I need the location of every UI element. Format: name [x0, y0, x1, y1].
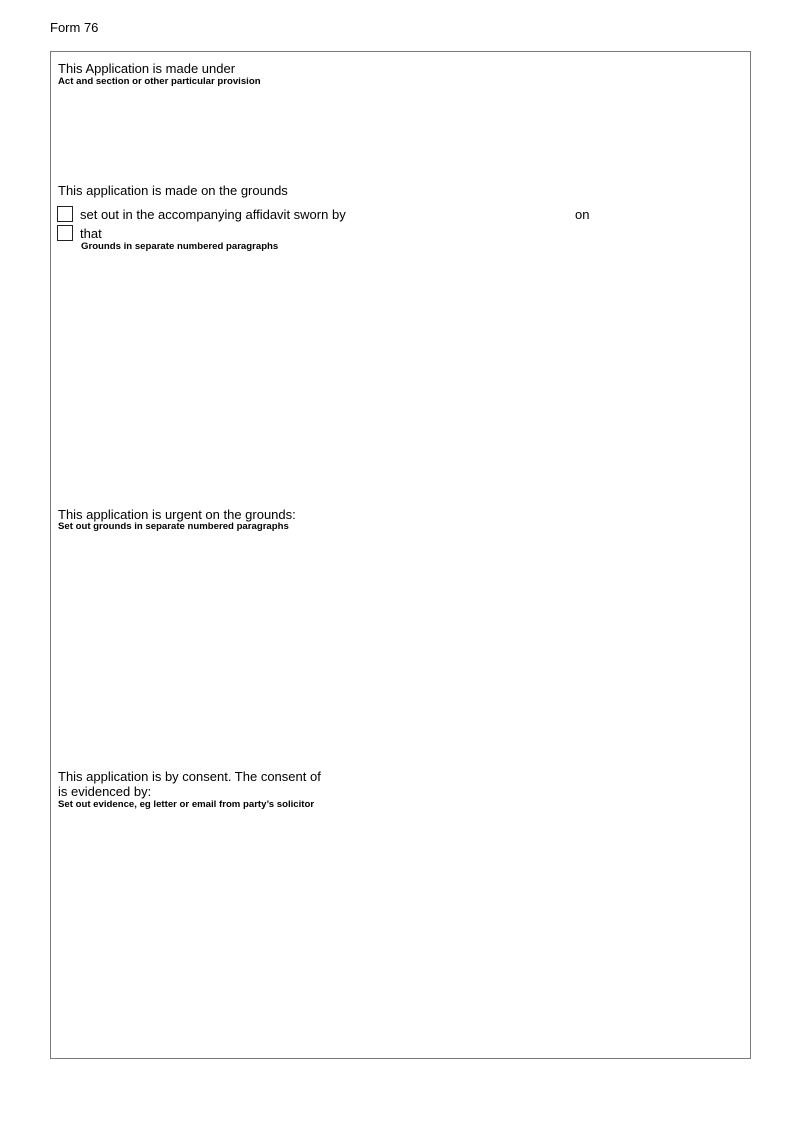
urgent-label: This application is urgent on the grounds:	[58, 507, 296, 522]
made-under-label: This Application is made under	[58, 61, 236, 76]
affidavit-date-field[interactable]	[597, 205, 743, 223]
grounds-label: This application is made on the grounds	[58, 183, 288, 198]
consent-party-field[interactable]	[336, 767, 743, 785]
consent-label-line1: This application is by consent. The consent of	[58, 769, 321, 784]
affidavit-on-label: on	[575, 207, 590, 222]
form-number: Form 76	[50, 20, 99, 35]
made-under-field[interactable]	[58, 92, 743, 176]
affidavit-checkbox[interactable]	[57, 206, 73, 222]
application-form-box	[50, 51, 751, 1059]
that-option-label: that	[80, 226, 102, 241]
affidavit-sworn-by-field[interactable]	[361, 205, 561, 223]
made-under-hint: Act and section or other particular provision	[58, 76, 261, 87]
consent-hint: Set out evidence, eg letter or email from party’s solicitor	[58, 799, 315, 810]
consent-label-line2: is evidenced by:	[58, 784, 152, 799]
that-checkbox[interactable]	[57, 225, 73, 241]
urgent-hint: Set out grounds in separate numbered paragraphs	[58, 521, 289, 532]
grounds-hint: Grounds in separate numbered paragraphs	[81, 241, 279, 252]
urgent-field[interactable]	[58, 537, 743, 762]
affidavit-option-label: set out in the accompanying affidavit sworn by	[80, 207, 346, 222]
grounds-field[interactable]	[58, 257, 743, 497]
consent-evidence-field[interactable]	[58, 816, 743, 1051]
